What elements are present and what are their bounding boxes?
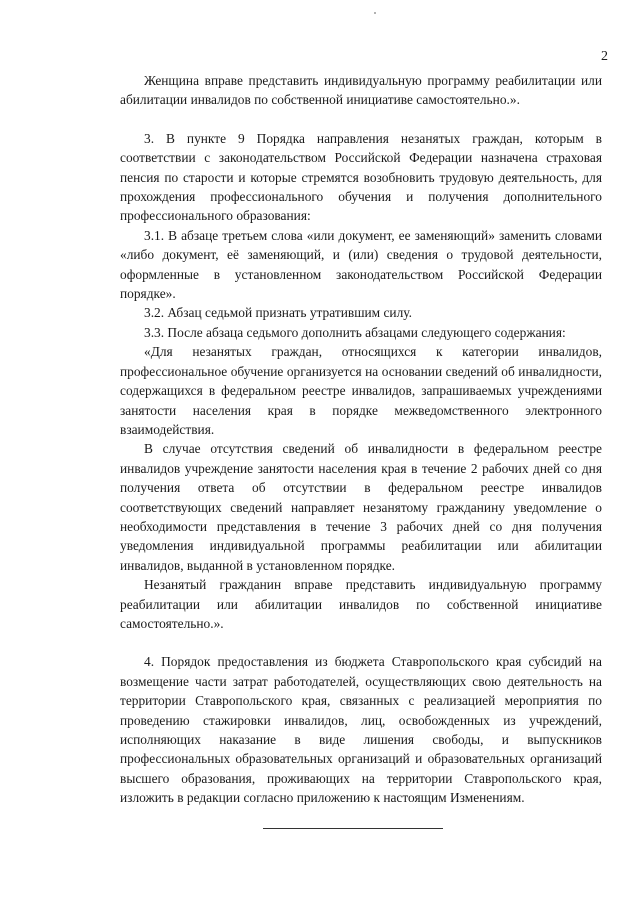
paragraph-woman-ipra: Женщина вправе представить индивидуальную программу реабилитации или абилитации инвалидов по собственной инициативе самостоятельно.». bbox=[120, 73, 602, 108]
paragraph-citizen-ipra: Незанятый гражданин вправе представить индивидуальную программу реабилитации или абилитации инвалидов по собственной инициативе самостоятельно.». bbox=[120, 577, 602, 631]
paragraph-item-3-1: 3.1. В абзаце третьем слова «или документ, ее заменяющий» заменить словами «либо документ, её заменяющий, и (или) сведения о трудовой деятельности, оформленные в установленном законодательством Российской Федерации порядке». bbox=[120, 227, 602, 302]
page-number: 2 bbox=[601, 49, 608, 64]
paragraph-disabled-training: «Для незанятых граждан, относящихся к категории инвалидов, профессиональное обучение организуется на основании сведений об инвалидности, содержащихся в федеральном реестре инвалидов, запрашиваемых учреждениями занятости населения края в порядке межведомственного электронного взаимодействия. bbox=[120, 344, 602, 437]
paragraph-item-3: 3. В пункте 9 Порядка направления незанятых граждан, которым в соответствии с законодательством Российской Федерации назначена страховая пенсия по старости и которые стремятся возобновить трудовую деятельность, для прохождения профессионального обучения и получения дополнительного профессионального образования: bbox=[120, 130, 602, 224]
paragraph-item-3-3: 3.3. После абзаца седьмого дополнить абзацами следующего содержания: bbox=[144, 324, 566, 340]
document-body bbox=[120, 71, 602, 808]
end-separator-line bbox=[263, 828, 443, 829]
paragraph-item-4: 4. Порядок предоставления из бюджета Ставропольского края субсидий на возмещение части затрат работодателей, осуществляющих свою деятельность на территории Ставропольского края, связанных с реализацией мероприятия по проведению стажировки инвалидов, лиц, освобожденных из учреждений, исполняющих наказание в виде лишения свободы, и выпускников профессиональных образовательных организаций и образовательных организаций высшего образования, проживающих на территории Ставропольского края, изложить в редакции согласно приложению к настоящим Изменениям. bbox=[120, 654, 602, 806]
paragraph-item-3-2: 3.2. Абзац седьмой признать утратившим силу. bbox=[144, 305, 412, 321]
paragraph-no-registry-data: В случае отсутствия сведений об инвалидности в федеральном реестре инвалидов учреждение занятости населения края в течение 2 рабочих дней со дня получения ответа об отсутствии в федеральном реестре инвалидов соответствующих сведений направляет незанятому гражданину уведомление о необходимости представления в течение 3 рабочих дней со дня получения уведомления индивидуальной программы реабилитации или абилитации инвалидов, выданной в установленном порядке. bbox=[120, 441, 602, 573]
scan-speck bbox=[374, 12, 376, 14]
